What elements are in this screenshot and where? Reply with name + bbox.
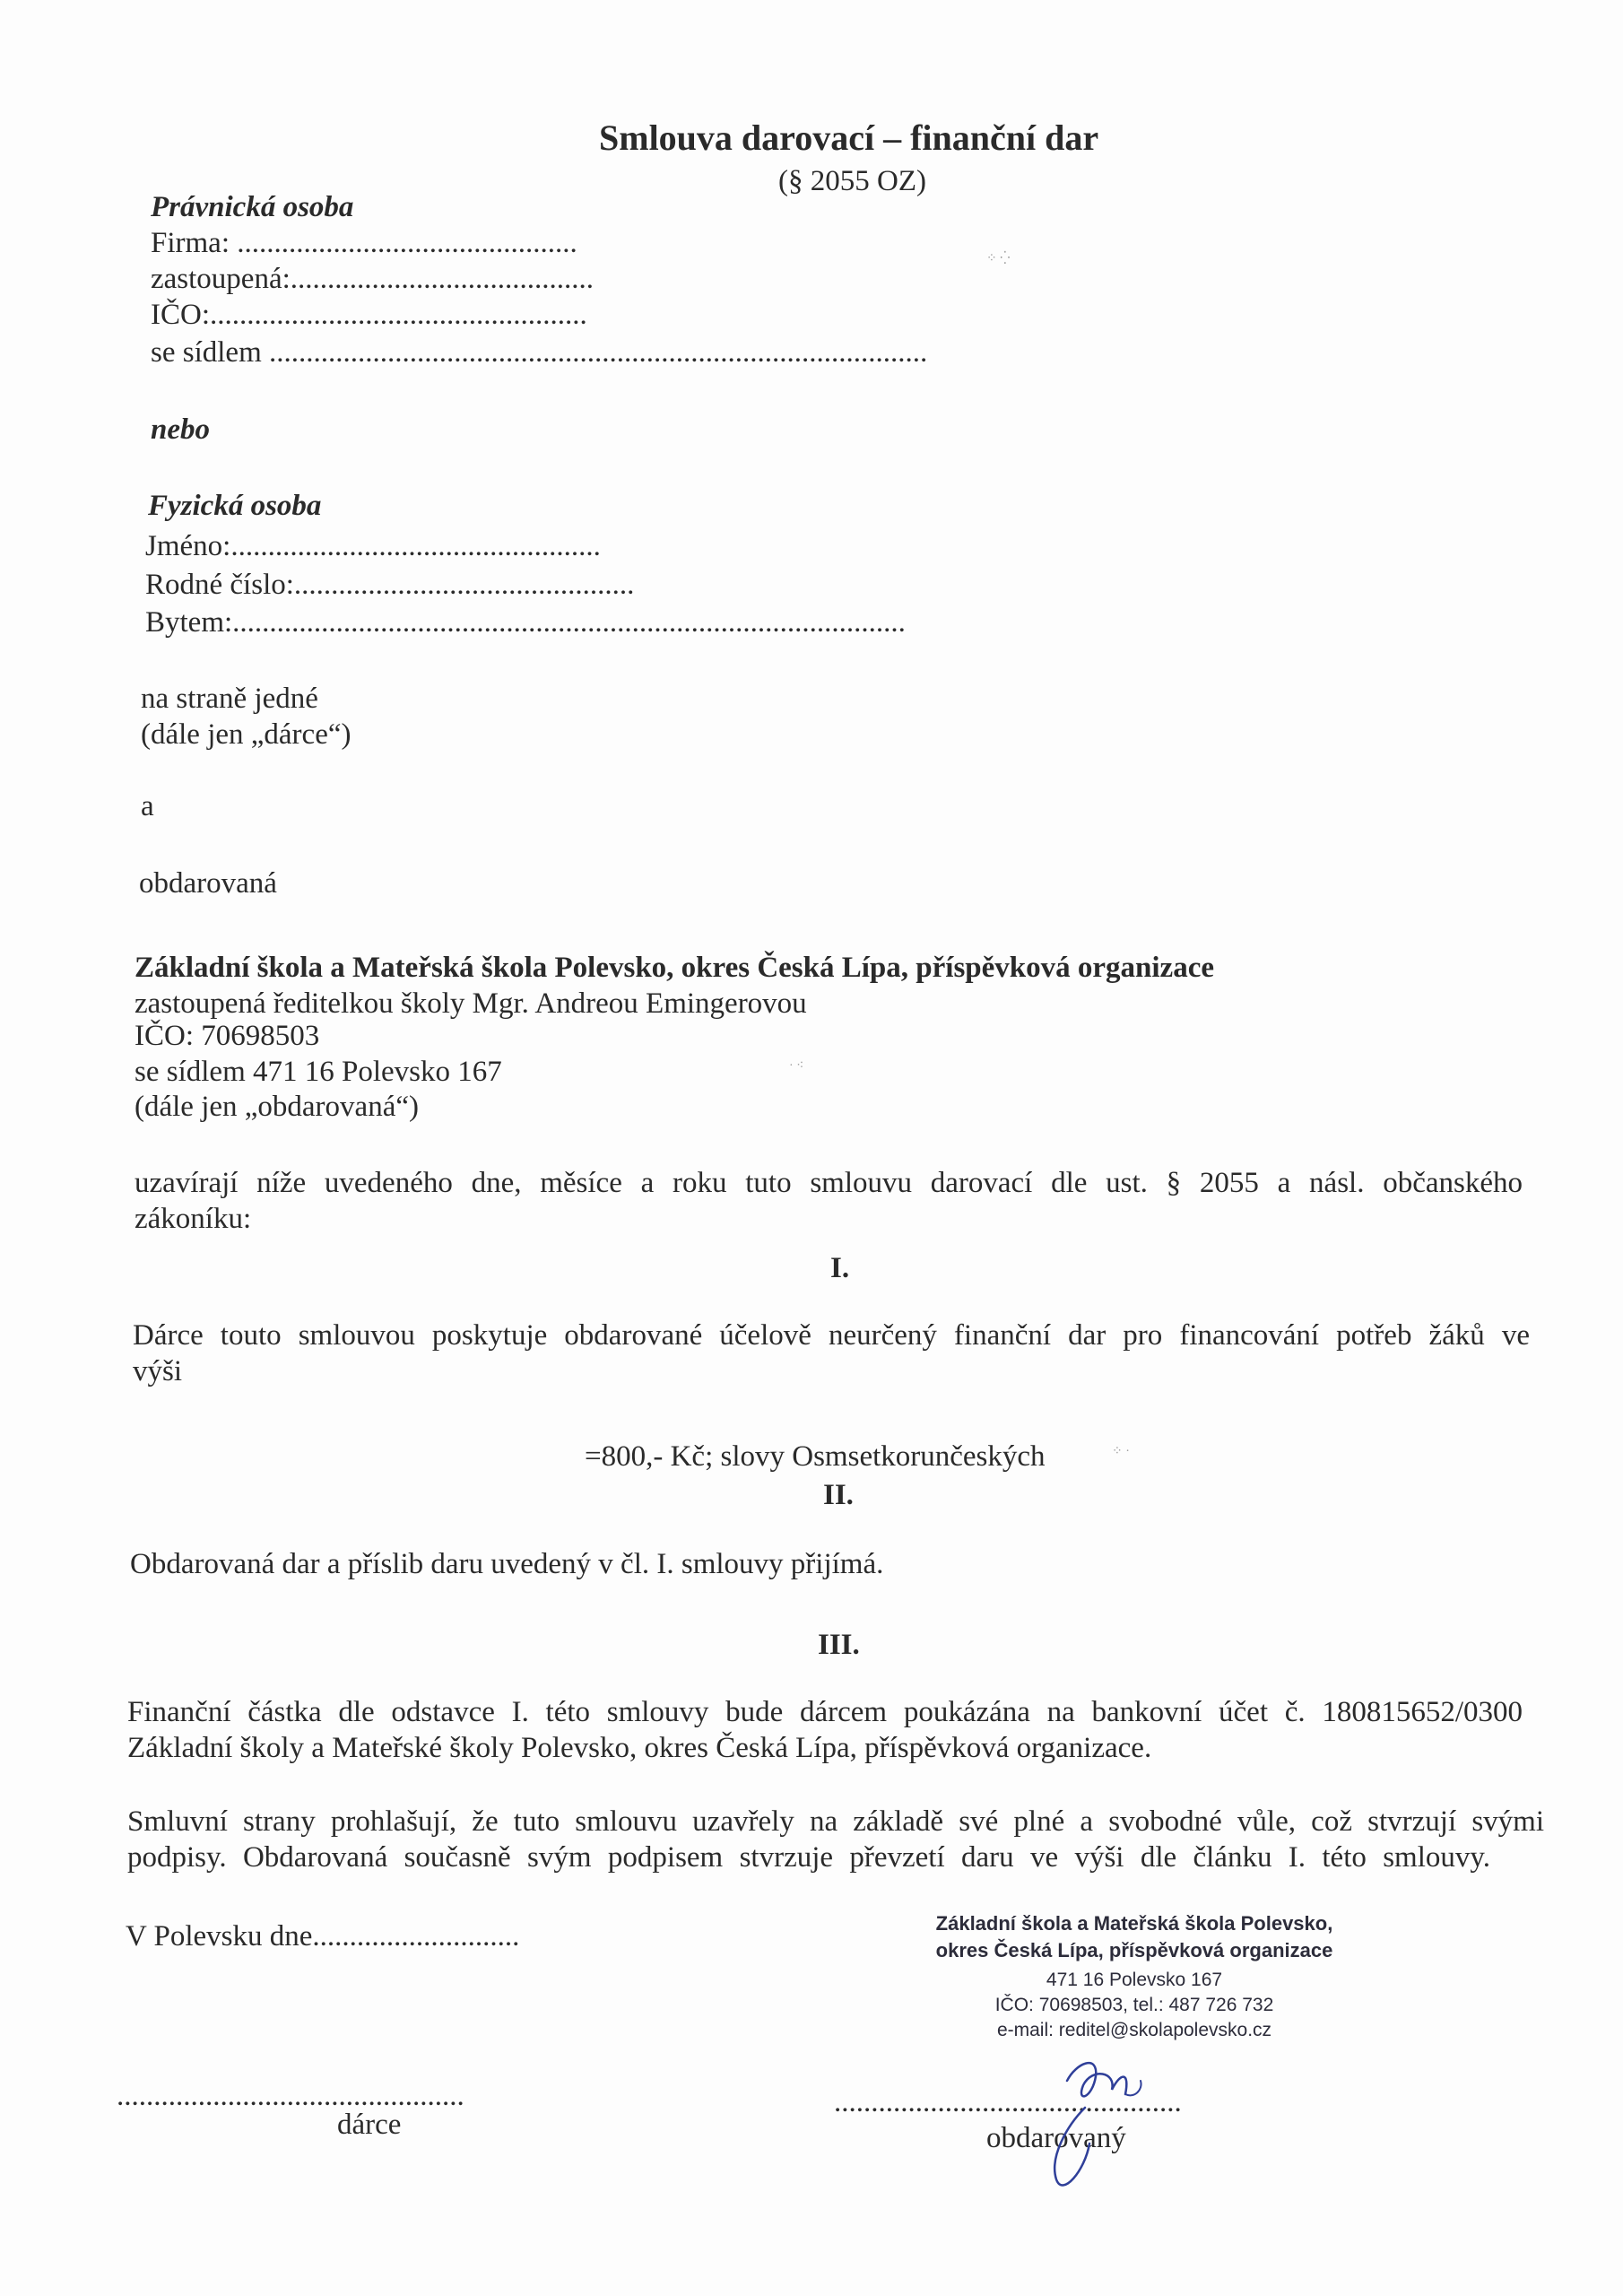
scan-noise: ⁘ ·: [1112, 1445, 1130, 1458]
donor-side-line2: (dále jen „dárce“): [141, 718, 352, 751]
section3-line3: Smluvní strany prohlašují, že tuto smlouvu uzavřely na základě své plné a svobodné vůle, což stvrzují svými: [127, 1805, 1544, 1838]
seat-field: se sídlem .........................................................................................: [151, 336, 928, 369]
donee-alias: (dále jen „obdarovaná“): [135, 1091, 419, 1123]
stamp-line1: Základní škola a Mateřská škola Polevsko,: [935, 1912, 1333, 1935]
residence-field: Bytem:...........................................................................................: [145, 606, 906, 639]
birth-number-field: Rodné číslo:..............................................: [145, 569, 635, 601]
section3-line4: podpisy. Obdarovaná současně svým podpisem stvrzuje převzetí daru ve výši dle článku I. této smlouvy.: [127, 1841, 1490, 1874]
intro-line1: uzavírají níže uvedeného dne, měsíce a roku tuto smlouvu darovací dle ust. § 2055 a násl. občanského: [135, 1167, 1523, 1199]
section1-line2: výši: [133, 1355, 183, 1387]
stamp-line2: okres Česká Lípa, příspěvková organizace: [935, 1939, 1333, 1961]
handwritten-signature: [942, 1937, 1175, 2206]
section3-line2: Základní školy a Mateřské školy Polevsko, okres Česká Lípa, příspěvková organizace.: [127, 1732, 1152, 1764]
section1-number: I.: [830, 1252, 850, 1284]
donor-label: dárce: [337, 2109, 402, 2141]
intro-line2: zákoníku:: [135, 1203, 252, 1235]
section3-number: III.: [818, 1629, 860, 1661]
donor-signature-line: ...............................................: [117, 2080, 464, 2112]
legal-person-heading: Právnická osoba: [151, 191, 354, 223]
section2-text: Obdarovaná dar a příslib daru uvedený v čl. I. smlouvy přijímá.: [130, 1548, 884, 1580]
name-field: Jméno:..................................................: [145, 530, 601, 562]
donee-signature-line: ...............................................: [834, 2086, 1182, 2118]
donee-label: obdarovaná: [139, 867, 277, 900]
section3-line1: Finanční částka dle odstavce I. této smlouvy bude dárcem poukázána na bankovní účet č. 180815652/0300: [127, 1696, 1523, 1728]
or-word: nebo: [151, 413, 210, 446]
section2-number: II.: [823, 1479, 854, 1511]
donation-amount: =800,- Kč; slovy Osmsetkorunčeských: [585, 1440, 1046, 1473]
donee-name: Základní škola a Mateřská škola Polevsko, okres Česká Lípa, příspěvková organizace: [135, 952, 1215, 984]
document-subtitle: (§ 2055 OZ): [778, 165, 926, 197]
document-title: Smlouva darovací – finanční dar: [599, 117, 1099, 158]
donee-seat: se sídlem 471 16 Polevsko 167: [135, 1056, 502, 1088]
donee-represented: zastoupená ředitelkou školy Mgr. Andreou Emingerovou: [135, 987, 807, 1020]
represented-field: zastoupená:.........................................: [151, 263, 595, 295]
scan-noise: ⁘ ⁛: [986, 252, 1011, 265]
firm-field: Firma: ..............................................: [151, 227, 577, 259]
donor-side-line1: na straně jedné: [141, 683, 318, 715]
place-date-field: V Polevsku dne............................: [126, 1920, 520, 1952]
stamp-line4: IČO: 70698503, tel.: 487 726 732: [994, 1995, 1274, 2015]
scan-noise: · ⁖: [789, 1059, 804, 1073]
ico-field: IČO:...................................................: [151, 299, 587, 331]
stamp-line3: 471 16 Polevsko 167: [1046, 1970, 1223, 1990]
section1-line1: Dárce touto smlouvou poskytuje obdarované účelově neurčený finanční dar pro financování potřeb žáků ve: [133, 1319, 1530, 1352]
donee-ico: IČO: 70698503: [135, 1020, 320, 1052]
donee-label-signature: obdarovaný: [986, 2122, 1126, 2154]
natural-person-heading: Fyzická osoba: [148, 490, 322, 522]
and-word: a: [141, 790, 154, 822]
stamp-line5: e-mail: reditel@skolapolevsko.cz: [996, 2020, 1272, 2040]
